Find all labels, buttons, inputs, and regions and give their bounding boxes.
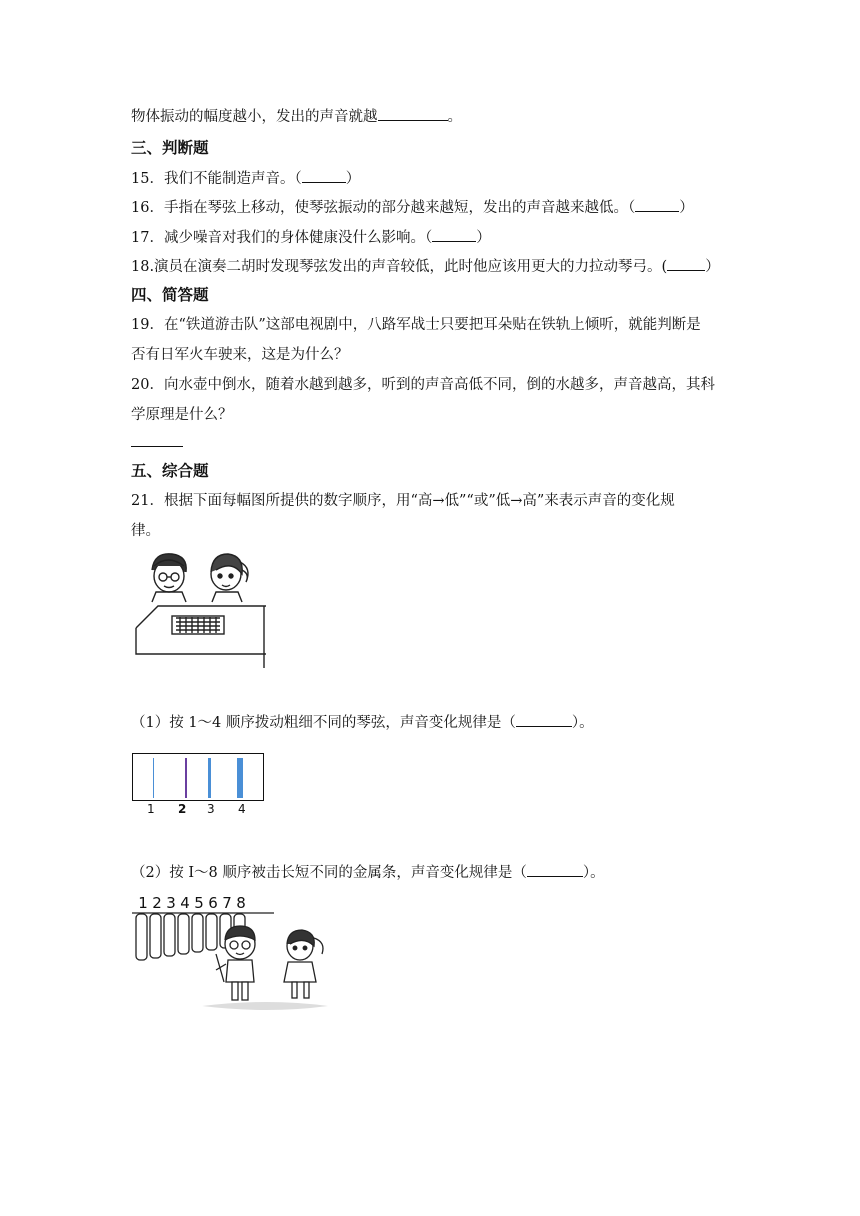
bar-label: 5 — [194, 894, 204, 912]
string-2 — [185, 758, 187, 798]
question-19-line2: 否有日军火车驶来，这是为什么？ — [131, 347, 349, 363]
fill-in-line — [131, 106, 462, 127]
question-21-line1: 21．根据下面每幅图所提供的数字顺序，用“高→低”“或”低→高”来表示声音的变化规 — [131, 493, 675, 509]
question-text: 17．减少噪音对我们的身体健康没什么影响。（ — [131, 230, 433, 246]
bar-label: 2 — [152, 894, 162, 912]
answer-blank[interactable] — [667, 256, 705, 271]
string-1 — [153, 758, 154, 798]
question-tail: ） — [476, 230, 491, 246]
answer-blank[interactable] — [378, 106, 448, 121]
bars-and-kids-drawing — [128, 894, 338, 1016]
string-3 — [208, 758, 211, 798]
section-heading-4: 四、简答题 — [131, 286, 209, 304]
question-tail: ）。 — [571, 715, 594, 731]
question-text: 物体振动的幅度越小，发出的声音就越 — [131, 109, 378, 125]
question-19-line1: 19．在“铁道游击队”这部电视剧中，八路军战士只要把耳朵贴在铁轨上倾听，就能判断是 — [131, 317, 701, 333]
question-tail: 。 — [447, 109, 462, 125]
answer-blank[interactable] — [635, 197, 679, 212]
question-16 — [131, 197, 694, 218]
question-text: 18.演员在演奏二胡时发现琴弦发出的声音较低，此时他应该用更大的力拉动琴弓。( — [131, 259, 668, 275]
bar-label: 3 — [166, 894, 176, 912]
bar-label: 4 — [180, 894, 190, 912]
bar-label: 7 — [222, 894, 232, 912]
answer-blank[interactable] — [302, 168, 346, 183]
strings-box — [132, 753, 264, 801]
question-20-line2: 学原理是什么？ — [131, 407, 233, 423]
bar-label: 8 — [236, 894, 246, 912]
bar-label: 6 — [208, 894, 218, 912]
sub-question-1 — [131, 712, 594, 733]
question-text: （1）按 1～4 顺序拨动粗细不同的琴弦，声音变化规律是（ — [131, 715, 516, 731]
string-label-3: 3 — [207, 802, 215, 816]
question-tail: ）。 — [582, 865, 605, 881]
string-label-4: 4 — [238, 802, 246, 816]
question-tail: ） — [345, 171, 361, 187]
sub-question-2 — [131, 862, 605, 883]
answer-blank[interactable] — [527, 862, 583, 877]
string-label-2: 2 — [178, 802, 187, 816]
metal-bars-illustration — [128, 894, 278, 1016]
string-label-1: 1 — [147, 802, 155, 816]
question-20-line1: 20．向水壶中倒水，随着水越到越多，听到的声音高低不同，倒的水越多，声音越高，其科 — [131, 377, 715, 393]
question-text: 16．手指在琴弦上移动，使琴弦振动的部分越来越短，发出的声音越来越低。（ — [131, 200, 636, 216]
string-4 — [237, 758, 243, 798]
question-15 — [131, 168, 360, 189]
answer-blank[interactable] — [516, 712, 572, 727]
question-text: 15．我们不能制造声音。（ — [131, 171, 302, 187]
section-heading-3: 三、判断题 — [131, 139, 209, 157]
question-17 — [131, 227, 491, 248]
answer-line[interactable] — [131, 446, 183, 447]
question-21-line2: 律。 — [131, 523, 160, 539]
question-text: （2）按 I～8 顺序被击长短不同的金属条，声音变化规律是（ — [131, 865, 527, 881]
answer-blank[interactable] — [432, 227, 476, 242]
section-heading-5: 五、综合题 — [131, 462, 209, 480]
question-tail: ） — [705, 259, 720, 275]
question-tail: ） — [679, 200, 694, 216]
bar-label: 1 — [138, 894, 148, 912]
kids-with-zither-illustration — [128, 546, 268, 670]
question-18 — [131, 256, 720, 277]
